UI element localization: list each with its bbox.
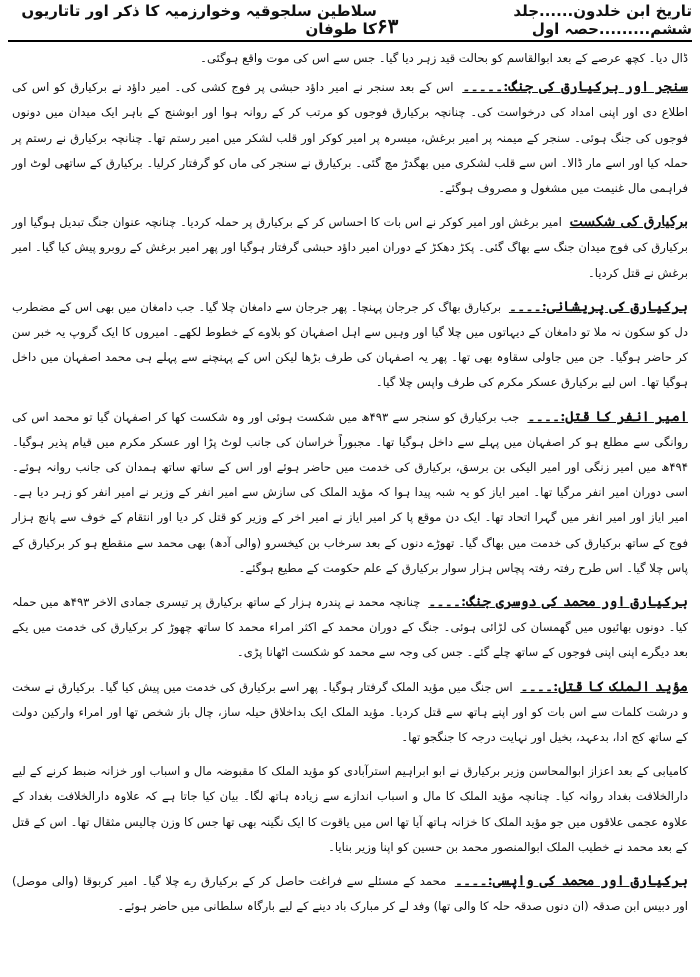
section-paragraph <box>12 210 688 286</box>
section-text: چنانچہ محمد نے پندرہ ہزار کے ساتھ برکیارق پر تیسری جمادی الاخر ۴۹۳ھ میں حملہ کیا۔ دونوں بھائیوں میں گھمسان کی لڑائی ہوئی۔ جنگ کے دوران محمد کے اکثر امراء محمد کا ساتھ چھوڑ کر برکیارق کی خدمت میں یکے بعد دیگرے اپنی اپنی فوجوں کے ساتھ چلے گئے۔ جس کی وجہ سے محمد کو شکست اٹھانا پڑی۔ <box>12 595 688 660</box>
section-heading: امیر انفر کا قتل:۔۔۔۔ <box>527 408 688 425</box>
page-body <box>12 46 688 973</box>
section-paragraph <box>12 675 688 751</box>
section-paragraph <box>12 295 688 396</box>
section-text: اس جنگ میں مؤید الملک گرفتار ہوگیا۔ پھر اسے برکیارق کی خدمت میں پیش کیا گیا۔ برکیارق نے سخت و درشت کلمات سے اس بات کو اور اپنے ہاتھ سے قتل کردیا۔ مؤید الملک ایک بداخلاق حیلہ ساز، چال باز شخص تھا اور امراء وارکین دولت کے ساتھ کج ادا، بدعہد، بخیل اور نہایت درجہ کا جنگجو تھا۔ <box>12 679 688 745</box>
section-text: کامیابی کے بعد اعزاز ابوالمحاسن وزیر برکیارق نے ابو ابراہیم استرآبادی کو مؤید الملک کا مقبوضہ مال و اسباب اور خزانہ ضبط کرنے کے لیے دارالخلافت بغداد روانہ کیا۔ چنانچہ مؤید الملک کا مال و اسباب اندازے سے زیادہ ہاتھ لگا۔ بیان کیا جاتا ہے کہ علاوہ دارالخلافت بغداد کے علاوہ عجمی علاقوں میں جو مؤید الملک کا خزانہ ہاتھ آیا تھا اس میں یاقوت کا ایک نگینہ بھی تھا جس کا وزن چالیس مثقال تھا۔ اس کے قتل کے بعد محمد نے خطیب الملک ابوالمنصور محمد بن حسین کو اپنا وزیر بنایا۔ <box>12 764 688 854</box>
section-text: محمد کے مسئلے سے فراغت حاصل کر کے برکیارق رے چلا گیا۔ امیر کربوقا (والی موصل) اور دبیس ابن صدقہ (ان دنوں صدقہ حلہ کا والی تھا) وفد لے کر مبارک باد دینے کے لیے بارگاہ سلطانی میں حاضر ہوئے۔ <box>12 874 688 914</box>
running-header <box>8 2 692 42</box>
section-heading: سنجر اور برکیارق کی جنگ:۔۔۔۔۔ <box>462 79 688 96</box>
section-text: اس کے بعد سنجر نے امیر داؤد حبشی پر فوج کشی کی۔ امیر داؤد نے برکیارق کو اس کی اطلاع دی اور اپنی امداد کی درخواست کی۔ چنانچہ برکیارق فوجوں کو مرتب کر کے روانہ ہوا اور ابوشنج کے باہر ایک میدان میں دونوں فوجوں کی جنگ ہوئی۔ سنجر کے میمنہ پر امیر برغش، میسرہ پر امیر کوکر اور قلب لشکر میں امیر رستم تھا۔ چنانچہ برکیارق نے رستم پر حملہ کیا اور اسے مار ڈالا۔ اس سے قلب لشکری میں بھگدڑ مچ گئی۔ برکیارق نے سنجر کی ماں کو گرفتار کرلیا۔ برکیارق کے ساتھی لوٹ اور فراہمی مال غنیمت میں مشغول و مصروف ہوگئے۔ <box>12 80 688 196</box>
intro-paragraph: ڈال دیا۔ کچھ عرصے کے بعد ابوالقاسم کو بحالت قید زہر دیا گیا۔ جس سے اس کی موت واقع ہوگئی۔ <box>200 51 688 65</box>
book-title: تاریخ ابن خلدون......جلد ششم.........حصہ اول <box>513 2 692 38</box>
section-paragraph <box>12 869 688 919</box>
section-text: جب برکیارق کو سنجر سے ۴۹۳ھ میں شکست ہوئی اور وہ شکست کھا کر اصفہان گیا تو محمد اس کی روانگی سے مطلع ہو کر اصفہان میں پہلے سے داخل ہوگیا تھا۔ مجبوراً خراسان کی جانب لوٹ پڑا اور عسکر مکرم میں قیام پذیر ہوگیا۔ ۴۹۴ھ میں امیر زنگی اور امیر الیکی بن برسق، برکیارق کی خدمت میں حاضر ہوئے اور اس کے ساتھ ساتھ ہمدان کی جانب روانہ ہوئے۔ اسی دوران امیر انفر مرگیا تھا۔ امیر ایاز کو یہ شبہ پیدا ہوا کہ مؤید الملک کی سازش سے امیر انفر کے وزیر نے امیر انفر کو زہر دیا ہے۔ امیر ایاز اور امیر انفر میں گہرا اتحاد تھا۔ ایک دن موقع پا کر امیر ایاز نے امیر اخر کے وزیر کو قتل کر دیا اور انتقام کے خوف سے پانچ ہزار فوج کے ساتھ برکیارق کی خدمت میں بھاگ گیا۔ تھوڑے دنوں کے بعد سرخاب بن کیخسرو (والی آدھ) بھی محمد سے منقطع ہو کر برکیارق کے پاس چلا گیا۔ اس طرح رفتہ رفتہ پچاس ہزار سوار برکیارق کے علم حکومت کے مطیع ہوگئے۔ <box>12 409 688 575</box>
section-heading: برکیارق اور محمد کی واپسی:۔۔۔۔ <box>454 873 688 890</box>
section-heading: مؤید الملک کا قتل:۔۔۔۔ <box>520 678 688 695</box>
page-number: ۶۳ <box>376 14 399 38</box>
section-text: برکیارق بھاگ کر جرجان پہنچا۔ پھر جرجان سے دامغان چلا گیا۔ جب دامغان میں بھی اس کے مضطرب دل کو سکون نہ ملا تو دامغان کے دیہاتوں میں چلا گیا اور وہیں سے اہل اصفہان کو بلاوے کے خطوط لکھے۔ امیروں کا ایک گروپ یہ خبر سن کر حاضر ہوگیا۔ جن میں جاولی سقاوہ بھی تھا۔ پھر یہ اصفہان کی طرف بڑھا لیکن اس کے پہنچنے سے پہلے ہی محمد اصفہان میں داخل ہوگیا تھا۔ اس لیے برکیارق عسکر مکرم کی طرف واپس چلا گیا۔ <box>12 299 688 390</box>
section-heading: برکیارق کی شکست <box>569 214 689 231</box>
chapter-title: سلاطین سلجوقیہ وخوارزمیہ کا ذکر اور تاتاریوں کا طوفان <box>21 2 377 38</box>
section-paragraph <box>12 75 688 201</box>
section-paragraph <box>12 590 688 666</box>
section-heading: برکیارق کی پریشانی:۔۔۔۔ <box>508 298 689 315</box>
section-heading: برکیارق اور محمد کی دوسری جنگ:۔۔۔۔ <box>428 594 688 611</box>
section-paragraph <box>12 759 688 860</box>
section-text: امیر برغش اور امیر کوکر نے اس بات کا احساس کر کے برکیارق پر حملہ کردیا۔ چنانچہ عنوان جنگ تبدیل ہوگیا اور برکیارق کی فوج میدان جنگ سے بھاگ گئی۔ پکڑ دھکڑ کے دوران امیر داؤد حبشی گرفتار ہوگیا اور پھر امیر برغش کے روبرو پیش کیا گیا۔ امیر برغش نے قتل کردیا۔ <box>12 215 688 280</box>
section-paragraph <box>12 405 688 581</box>
